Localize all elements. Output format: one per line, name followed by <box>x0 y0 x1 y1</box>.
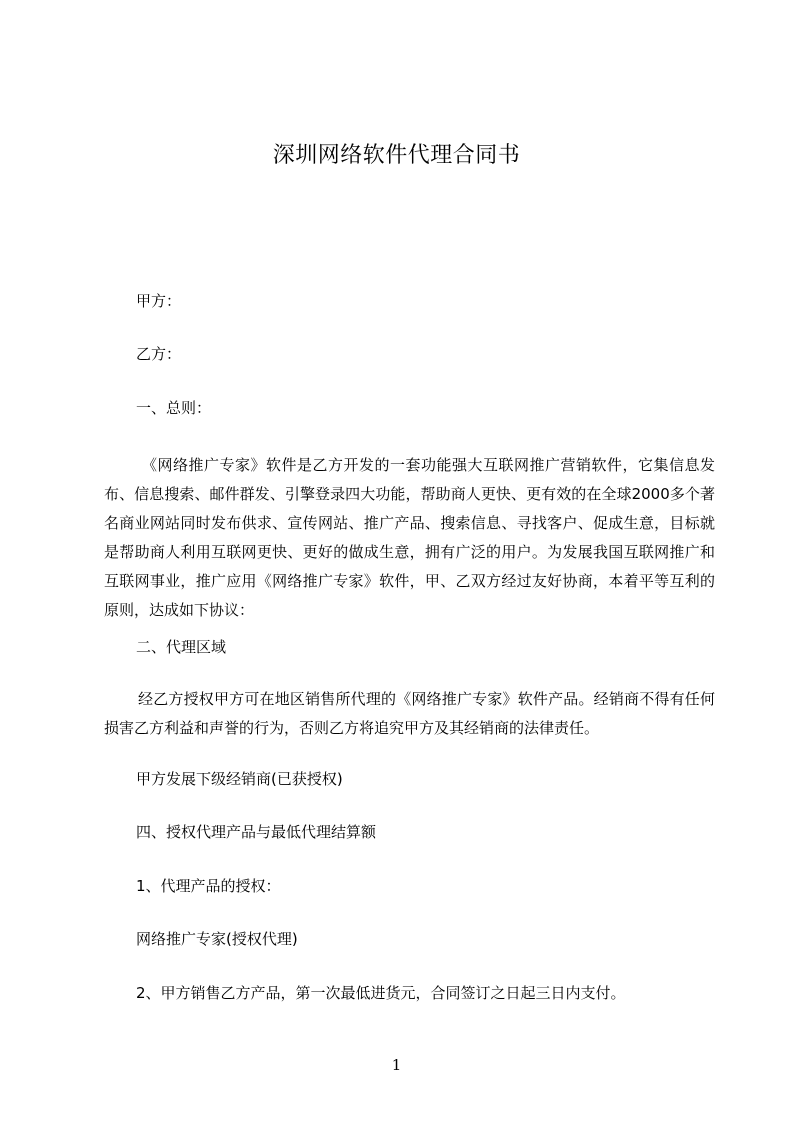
item-1-text: 1、代理产品的授权： <box>136 877 281 895</box>
product-line: 网络推广专家(授权代理) <box>136 930 298 948</box>
party-a-label: 甲方： <box>136 292 182 310</box>
section-1-body: 《网络推广专家》软件是乙方开发的一套功能强大互联网推广营销软件，它集信息发布、信息搜索、邮件群发、引擎登录四大功能，帮助商人更快、更有效的在全球2000多个著名商业网站同时发布供求、宣传网站、推广产品、搜索信息、寻找客户、促成生意，目标就是帮助商人利用互联网更快、更好的做成生意，拥有广泛的用户。为发展我国互联网推广和互联网事业，推广应用《网络推广专家》软件，甲、乙双方经过友好协商，本着平等互利的原则，达成如下协议： <box>104 456 715 619</box>
item-2-text: 2、甲方销售乙方产品，第一次最低进货元，合同签订之日起三日内支付。 <box>136 984 626 1002</box>
party-b-label: 乙方： <box>136 345 182 363</box>
document-title: 深圳网络软件代理合同书 <box>272 143 521 168</box>
section-1-heading: 一、总则： <box>136 399 212 417</box>
sub-dealer-line: 甲方发展下级经销商(已获授权) <box>136 770 343 788</box>
section-2-heading: 二、代理区域 <box>136 638 227 656</box>
section-2-body: 经乙方授权甲方可在地区销售所代理的《网络推广专家》软件产品。经销商不得有任何损害乙方利益和声誉的行为，否则乙方将追究甲方及其经销商的法律责任。 <box>104 690 715 737</box>
section-4-heading: 四、授权代理产品与最低代理结算额 <box>136 823 377 841</box>
page-number: 1 <box>391 1056 402 1074</box>
